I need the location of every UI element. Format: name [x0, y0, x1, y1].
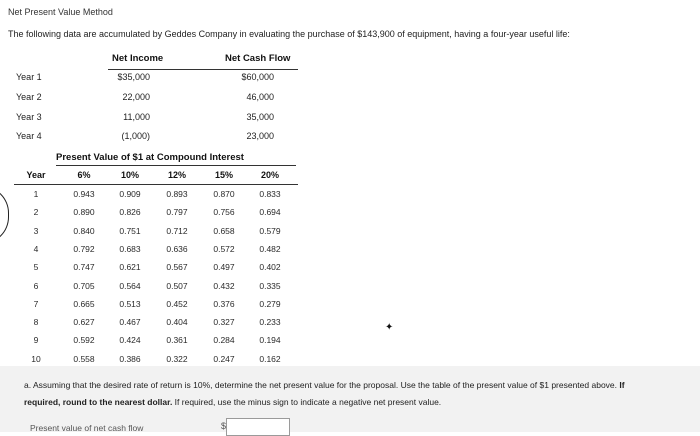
pv-factor-cell: 0.747 — [73, 262, 95, 273]
net-income-value: 22,000 — [122, 92, 150, 102]
net-cash-flow-value: 23,000 — [246, 131, 274, 141]
pv-factor-cell: 0.893 — [166, 189, 188, 199]
pv-factor-cell: 0.756 — [213, 207, 235, 218]
pv-column-header: 20% — [260, 170, 279, 180]
pv-column-header: 12% — [167, 170, 186, 180]
pv-factor-cell: 0.572 — [213, 243, 235, 254]
pv-year-cell: 4 — [33, 243, 39, 254]
pv-column-header: 15% — [214, 170, 233, 180]
net-cash-flow-value: 46,000 — [246, 92, 274, 102]
pv-factor-cell: 0.840 — [73, 225, 95, 236]
pv-table-title: Present Value of $1 at Compound Interest — [56, 152, 244, 163]
cash-flow-year-label: Year 1 — [16, 72, 42, 82]
pv-year-cell: 10 — [31, 353, 41, 364]
pv-factor-cell: 0.402 — [259, 262, 281, 273]
pv-factor-cell: 0.335 — [259, 280, 281, 291]
pv-factor-cell: 0.564 — [119, 280, 141, 291]
pv-factor-cell: 0.797 — [166, 207, 188, 218]
pv-header-rule — [14, 184, 298, 185]
cash-flow-year-label: Year 2 — [16, 92, 42, 102]
mouse-cursor-icon: ✦ — [385, 322, 394, 333]
pv-factor-cell: 0.943 — [73, 189, 95, 199]
pv-factor-cell: 0.665 — [73, 298, 95, 309]
net-income-value: $35,000 — [117, 72, 150, 82]
question-text-line2: required, round to the nearest dollar. If required, use the minus sign to indicate a negative net present value. — [24, 397, 442, 407]
pv-factor-cell: 0.833 — [259, 189, 281, 199]
pv-factor-cell: 0.792 — [73, 243, 95, 254]
pv-factor-cell: 0.705 — [73, 280, 95, 291]
net-cash-flow-value: $60,000 — [241, 72, 274, 82]
pv-factor-cell: 0.567 — [166, 262, 188, 273]
pv-factor-cell: 0.467 — [119, 317, 141, 328]
pv-factor-cell: 0.694 — [259, 207, 281, 218]
pv-year-cell: 8 — [33, 317, 39, 328]
pv-factor-cell: 0.497 — [213, 262, 235, 273]
pv-factor-cell: 0.361 — [166, 335, 188, 346]
pv-factor-cell: 0.432 — [213, 280, 235, 291]
pv-title-rule — [56, 165, 296, 166]
pv-factor-cell: 0.247 — [213, 353, 235, 364]
problem-intro: The following data are accumulated by Geddes Company in evaluating the purchase of $143,900 of equipment, having a four-year useful life: — [8, 29, 570, 39]
pv-column-header: Year — [26, 170, 46, 180]
pv-year-cell: 1 — [33, 189, 39, 199]
pv-factor-cell: 0.322 — [166, 353, 188, 364]
pv-year-cell: 5 — [33, 262, 39, 273]
net-income-value: (1,000) — [121, 131, 150, 141]
pv-factor-cell: 0.452 — [166, 298, 188, 309]
pv-factor-cell: 0.627 — [73, 317, 95, 328]
pv-factor-cell: 0.279 — [259, 298, 281, 309]
net-income-header: Net Income — [112, 53, 164, 64]
pv-factor-cell: 0.507 — [166, 280, 188, 291]
net-cash-flow-header: Net Cash Flow — [225, 53, 291, 64]
pv-factor-cell: 0.513 — [119, 298, 141, 309]
pv-column-header: 6% — [77, 170, 91, 180]
pv-factor-cell: 0.327 — [213, 317, 235, 328]
pv-factor-cell: 0.712 — [166, 225, 188, 236]
present-value-input[interactable] — [226, 418, 290, 436]
pv-factor-cell: 0.482 — [259, 243, 281, 254]
pv-factor-cell: 0.658 — [213, 225, 235, 236]
pv-year-cell: 9 — [33, 335, 39, 346]
pv-factor-cell: 0.592 — [73, 335, 95, 346]
pv-year-cell: 3 — [33, 225, 39, 236]
pv-factor-cell: 0.233 — [259, 317, 281, 328]
pv-factor-cell: 0.621 — [119, 262, 141, 273]
pv-factor-cell: 0.424 — [119, 335, 141, 346]
pv-factor-cell: 0.284 — [213, 335, 235, 346]
pv-year-cell: 2 — [33, 207, 39, 218]
pv-year-cell: 6 — [33, 280, 39, 291]
net-cash-flow-value: 35,000 — [246, 112, 274, 122]
currency-symbol: $ — [221, 421, 227, 431]
pv-factor-cell: 0.558 — [73, 353, 95, 364]
net-income-value: 11,000 — [123, 112, 150, 122]
pv-factor-cell: 0.162 — [259, 353, 281, 364]
cash-flow-year-label: Year 3 — [16, 112, 42, 122]
page-title: Net Present Value Method — [8, 7, 113, 17]
header-rule — [108, 69, 298, 70]
pv-factor-cell: 0.194 — [259, 335, 281, 346]
pv-column-header: 10% — [120, 170, 139, 180]
question-text-line1: a. Assuming that the desired rate of return is 10%, determine the net present value for the proposal. Use the table of the present value of $1 presented above. If — [24, 380, 625, 390]
pv-factor-cell: 0.890 — [73, 207, 95, 218]
pv-factor-cell: 0.870 — [213, 189, 235, 199]
pv-factor-cell: 0.404 — [166, 317, 188, 328]
pv-factor-cell: 0.579 — [259, 225, 281, 236]
left-edge-bracket — [0, 186, 9, 244]
pv-factor-cell: 0.386 — [119, 353, 141, 364]
pv-factor-cell: 0.636 — [166, 243, 188, 254]
cash-flow-year-label: Year 4 — [16, 131, 42, 141]
pv-factor-cell: 0.826 — [119, 207, 141, 218]
pv-factor-cell: 0.376 — [213, 298, 235, 309]
pv-factor-cell: 0.751 — [119, 225, 141, 236]
pv-factor-cell: 0.909 — [119, 189, 141, 199]
pv-factor-cell: 0.683 — [119, 243, 141, 254]
answer-label: Present value of net cash flow — [30, 423, 144, 433]
pv-year-cell: 7 — [33, 298, 39, 309]
